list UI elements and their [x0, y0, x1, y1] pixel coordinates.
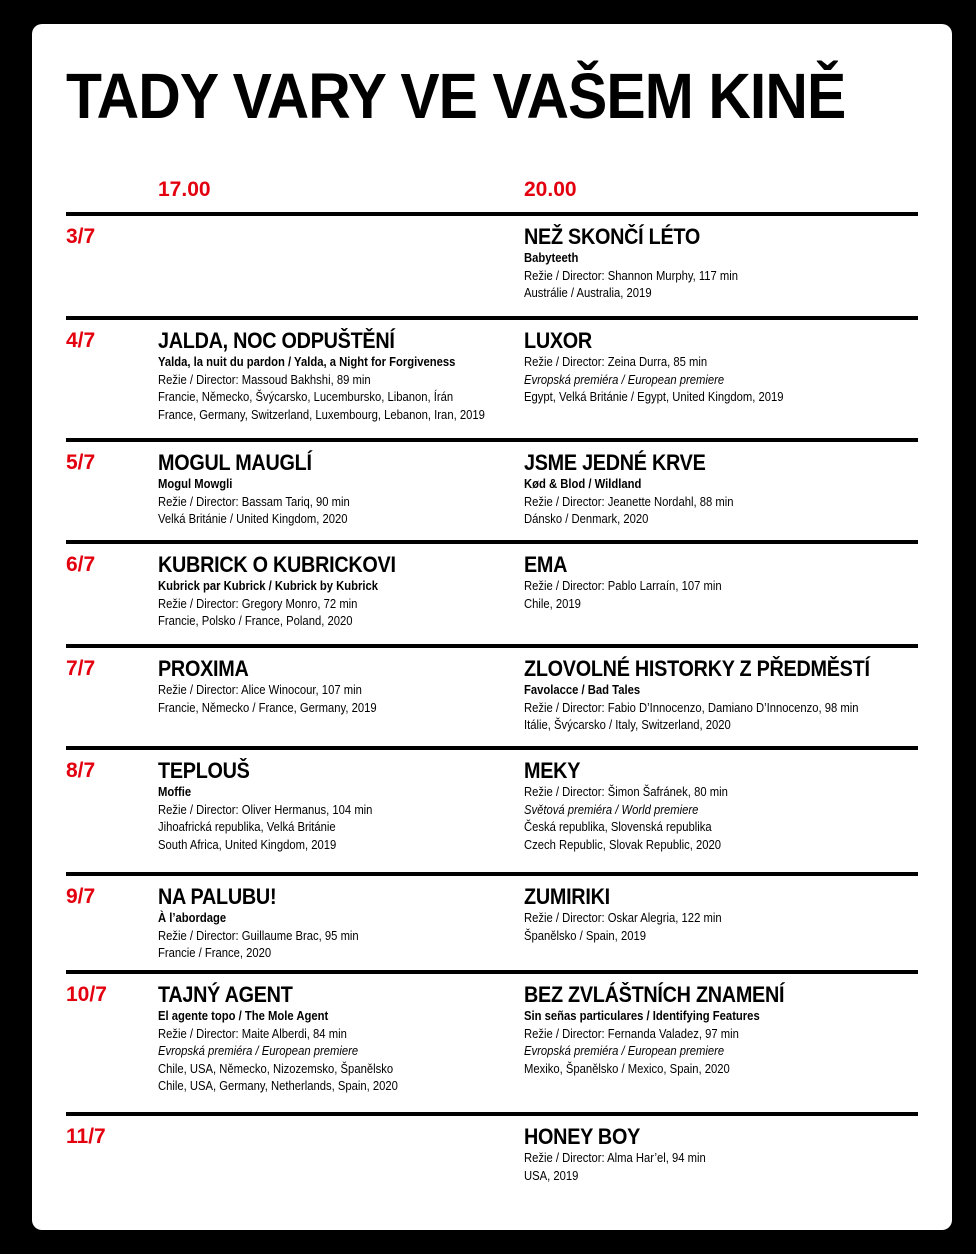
- original-title: El agente topo / The Mole Agent: [158, 1009, 329, 1023]
- film-title: NA PALUBU!: [158, 884, 277, 909]
- film-detail: Dánsko / Denmark, 2020: [524, 512, 649, 526]
- date-label: 7/7: [66, 657, 96, 680]
- row-divider: [66, 316, 918, 320]
- film-detail: Režie / Director: Massoud Bakhshi, 89 min: [158, 372, 371, 387]
- screening-2000: [524, 982, 919, 1078]
- film-detail: Jihoafrická republika, Velká Británie: [158, 820, 336, 834]
- film-title: ZUMIRIKI: [524, 884, 610, 909]
- date-label: 6/7: [66, 553, 96, 576]
- film-detail: Režie / Director: Fernanda Valadez, 97 min: [524, 1026, 739, 1041]
- film-detail: South Africa, United Kingdom, 2019: [158, 837, 337, 852]
- film-title: KUBRICK O KUBRICKOVI: [158, 552, 396, 577]
- film-detail: Režie / Director: Alice Winocour, 107 min: [158, 683, 362, 697]
- row-divider: [66, 872, 918, 876]
- premiere-note: Evropská premiéra / European premiere: [524, 1044, 725, 1058]
- premiere-note: Světová premiéra / World premiere: [524, 802, 699, 817]
- date-label: 4/7: [66, 329, 96, 352]
- film-detail: Chile, 2019: [524, 596, 581, 611]
- film-detail: Česká republika, Slovenská republika: [524, 820, 712, 834]
- row-divider: [66, 644, 918, 648]
- film-detail: Španělsko / Spain, 2019: [524, 928, 646, 943]
- film-detail: Režie / Director: Alma Har’el, 94 min: [524, 1151, 706, 1165]
- row-divider: [66, 212, 918, 216]
- film-detail: Francie, Německo, Švýcarsko, Lucembursko, Libanon, Írán: [158, 390, 454, 404]
- film-title: EMA: [524, 552, 568, 577]
- film-detail: Režie / Director: Šimon Šafránek, 80 min: [524, 785, 728, 799]
- film-title: MOGUL MAUGLÍ: [158, 450, 312, 475]
- row-divider: [66, 438, 918, 442]
- screening-2000: [524, 552, 919, 613]
- date-label: 11/7: [66, 1125, 106, 1148]
- film-detail: Velká Británie / United Kingdom, 2020: [158, 512, 348, 526]
- film-detail: Režie / Director: Maite Alberdi, 84 min: [158, 1026, 347, 1041]
- original-title: Mogul Mowgli: [158, 477, 233, 491]
- screening-1700: [158, 656, 518, 717]
- original-title: Moffie: [158, 785, 192, 799]
- date-label: 5/7: [66, 451, 96, 474]
- screening-2000: [524, 450, 919, 529]
- original-title: Kubrick par Kubrick / Kubrick by Kubrick: [158, 579, 379, 593]
- film-detail: Režie / Director: Bassam Tariq, 90 min: [158, 494, 350, 509]
- row-divider: [66, 746, 918, 750]
- film-title: PROXIMA: [158, 656, 249, 681]
- film-detail: Itálie, Švýcarsko / Italy, Switzerland, 2020: [524, 718, 731, 732]
- screening-1700: [158, 884, 518, 963]
- film-title: JSME JEDNÉ KRVE: [524, 450, 706, 475]
- film-title: JALDA, NOC ODPUŠTĚNÍ: [158, 328, 395, 353]
- premiere-note: Evropská premiéra / European premiere: [524, 372, 725, 387]
- film-detail: Režie / Director: Oliver Hermanus, 104 min: [158, 802, 373, 817]
- original-title: Favolacce / Bad Tales: [524, 683, 641, 697]
- screening-1700: [158, 552, 518, 631]
- time-header-2000: 20.00: [524, 178, 577, 201]
- screening-1700: [158, 758, 518, 854]
- screening-2000: [524, 328, 919, 407]
- original-title: Yalda, la nuit du pardon / Yalda, a Night for Forgiveness: [158, 355, 456, 369]
- film-detail: Režie / Director: Pablo Larraín, 107 min: [524, 579, 722, 593]
- date-label: 10/7: [66, 983, 107, 1006]
- screening-2000: [524, 224, 919, 303]
- film-detail: Režie / Director: Oskar Alegria, 122 min: [524, 911, 722, 925]
- film-detail: USA, 2019: [524, 1168, 579, 1183]
- schedule-panel: [32, 24, 952, 1230]
- film-title: HONEY BOY: [524, 1124, 641, 1149]
- film-title: MEKY: [524, 758, 581, 783]
- film-detail: Chile, USA, Germany, Netherlands, Spain, 2020: [158, 1079, 398, 1093]
- film-title: ZLOVOLNÉ HISTORKY Z PŘEDMĚSTÍ: [524, 656, 870, 681]
- film-detail: Mexiko, Španělsko / Mexico, Spain, 2020: [524, 1061, 730, 1076]
- date-label: 3/7: [66, 225, 96, 248]
- film-detail: Režie / Director: Shannon Murphy, 117 min: [524, 268, 739, 283]
- screening-2000: [524, 884, 919, 945]
- row-divider: [66, 970, 918, 974]
- film-detail: France, Germany, Switzerland, Luxembourg, Lebanon, Iran, 2019: [158, 407, 485, 422]
- original-title: Kød & Blod / Wildland: [524, 477, 642, 491]
- film-detail: Francie, Německo / France, Germany, 2019: [158, 700, 377, 715]
- page-title: TADY VARY VE VAŠEM KINĚ: [66, 60, 846, 132]
- date-label: 9/7: [66, 885, 96, 908]
- film-detail: Austrálie / Australia, 2019: [524, 286, 652, 300]
- row-divider: [66, 1112, 918, 1116]
- film-detail: Chile, USA, Německo, Nizozemsko, Španělsko: [158, 1061, 394, 1076]
- film-detail: Francie / France, 2020: [158, 946, 272, 960]
- film-detail: Režie / Director: Guillaume Brac, 95 min: [158, 928, 359, 943]
- film-detail: Režie / Director: Jeanette Nordahl, 88 min: [524, 494, 734, 509]
- screening-2000: [524, 758, 919, 854]
- film-detail: Francie, Polsko / France, Poland, 2020: [158, 614, 353, 628]
- screening-1700: [158, 450, 518, 529]
- original-title: Sin señas particulares / Identifying Features: [524, 1009, 760, 1023]
- premiere-note: Evropská premiéra / European premiere: [158, 1044, 359, 1058]
- screening-1700: [158, 328, 518, 424]
- film-title: BEZ ZVLÁŠTNÍCH ZNAMENÍ: [524, 982, 785, 1007]
- film-title: TAJNÝ AGENT: [158, 982, 293, 1007]
- original-title: Babyteeth: [524, 251, 579, 265]
- time-header-1700: 17.00: [158, 178, 211, 201]
- screening-2000: [524, 1124, 919, 1185]
- film-title: NEŽ SKONČÍ LÉTO: [524, 224, 701, 249]
- screening-2000: [524, 656, 919, 735]
- film-detail: Režie / Director: Fabio D’Innocenzo, Damiano D’Innocenzo, 98 min: [524, 700, 859, 715]
- original-title: À l’abordage: [158, 911, 227, 925]
- film-detail: Egypt, Velká Británie / Egypt, United Kingdom, 2019: [524, 390, 784, 404]
- film-detail: Režie / Director: Zeina Durra, 85 min: [524, 355, 708, 369]
- film-title: TEPLOUŠ: [158, 758, 250, 783]
- row-divider: [66, 540, 918, 544]
- film-title: LUXOR: [524, 328, 592, 353]
- date-label: 8/7: [66, 759, 96, 782]
- film-detail: Režie / Director: Gregory Monro, 72 min: [158, 596, 358, 611]
- screening-1700: [158, 982, 518, 1096]
- film-detail: Czech Republic, Slovak Republic, 2020: [524, 837, 721, 852]
